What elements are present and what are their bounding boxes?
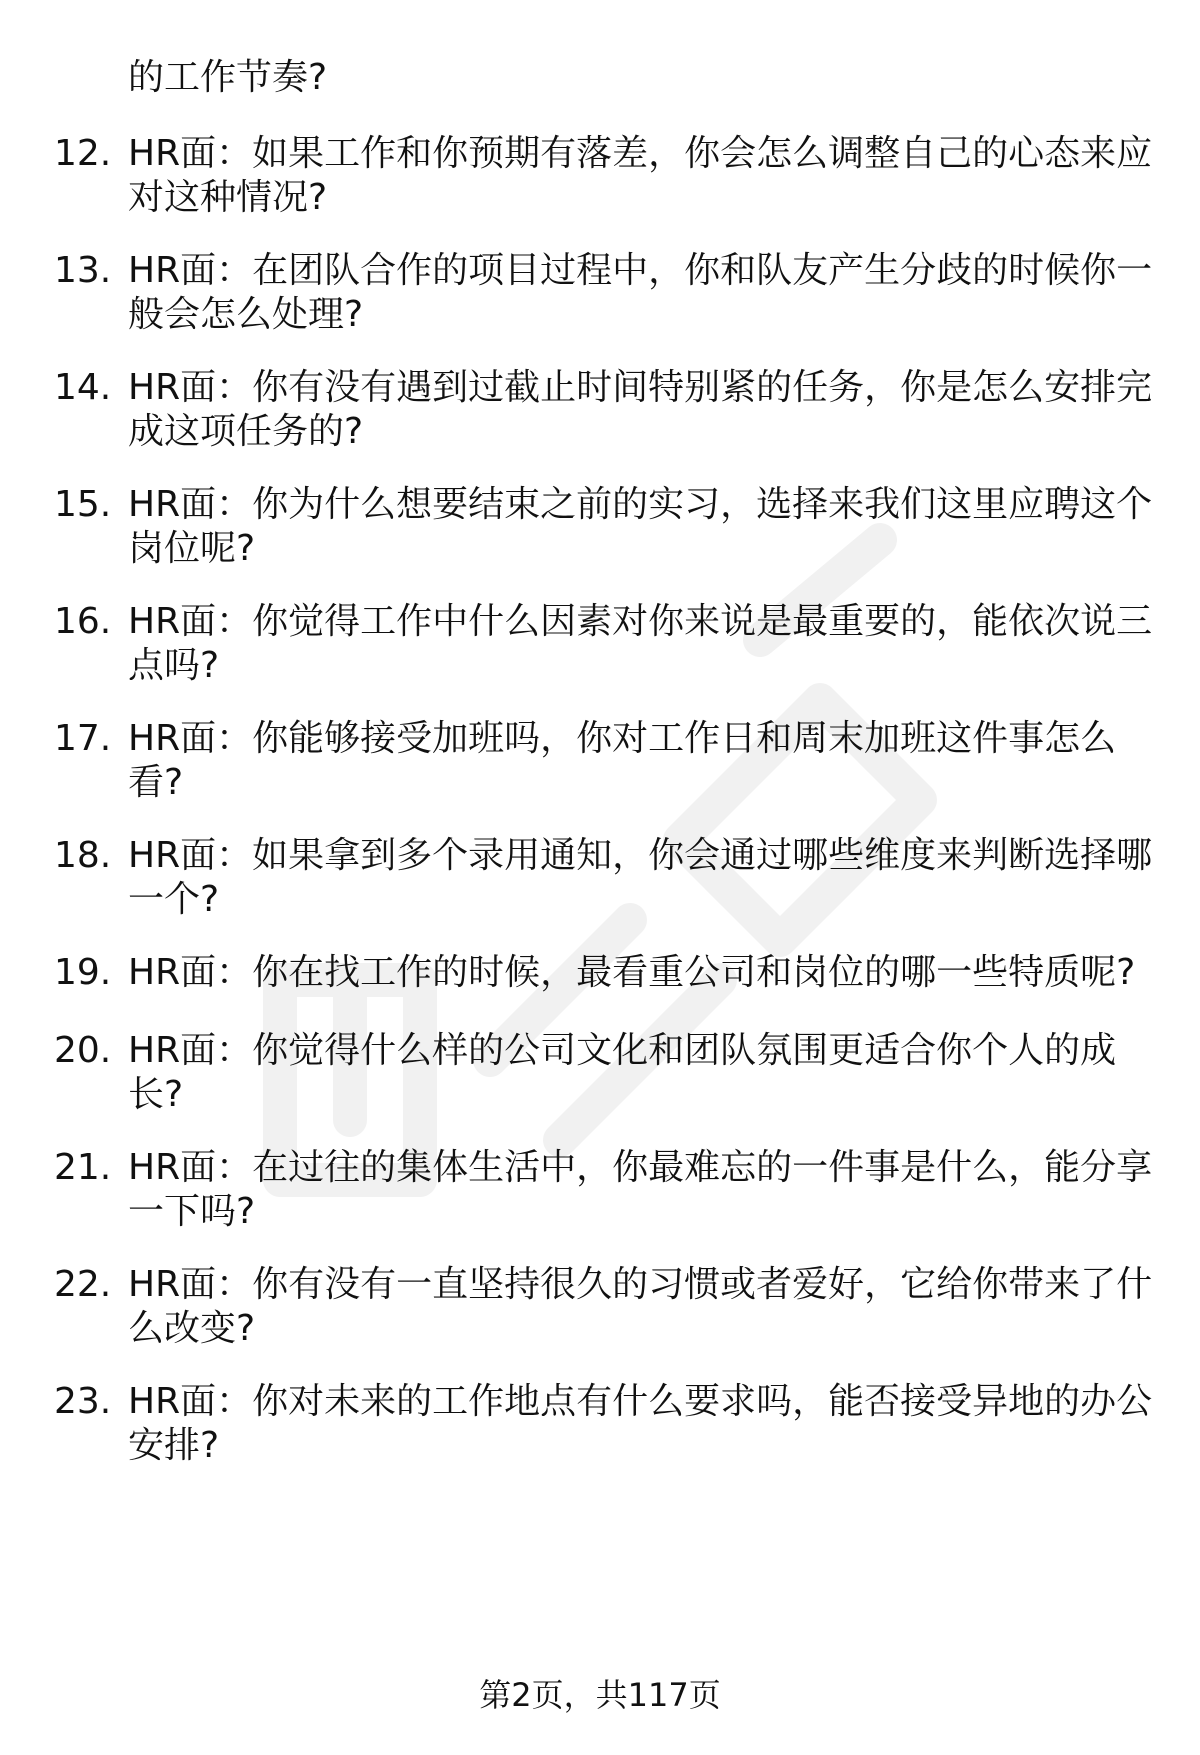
item-text-line: HR面：你有没有一直坚持很久的习惯或者爱好，它给你带来了什	[128, 1264, 1153, 1305]
item-text-line: HR面：你对未来的工作地点有什么要求吗，能否接受异地的办公	[128, 1381, 1153, 1422]
item-text-line: HR面：如果工作和你预期有落差，你会怎么调整自己的心态来应	[128, 133, 1153, 174]
item-text-line: 一下吗?	[128, 1191, 256, 1232]
item-text-line: HR面：如果拿到多个录用通知，你会通过哪些维度来判断选择哪	[128, 835, 1153, 876]
item-text-line: 看?	[128, 762, 184, 803]
item-text-line: 成这项任务的?	[128, 411, 364, 452]
item-number: 14.	[54, 367, 112, 408]
item-number: 13.	[54, 250, 112, 291]
item-number: 16.	[54, 601, 112, 642]
item-text-line: HR面：在团队合作的项目过程中，你和队友产生分歧的时候你一	[128, 250, 1153, 291]
item-text-line: HR面：你觉得什么样的公司文化和团队氛围更适合你个人的成	[128, 1030, 1117, 1071]
item-text-line: 安排?	[128, 1425, 220, 1466]
item-text-line: HR面：你有没有遇到过截止时间特别紧的任务，你是怎么安排完	[128, 367, 1153, 408]
item-text-line: 般会怎么处理?	[128, 294, 364, 335]
item-number: 20.	[54, 1030, 112, 1071]
item-text-line: HR面：你为什么想要结束之前的实习，选择来我们这里应聘这个	[128, 484, 1153, 525]
item-text-line: 岗位呢?	[128, 528, 256, 569]
item-number: 18.	[54, 835, 112, 876]
item-number: 23.	[54, 1381, 112, 1422]
page-footer: 第2页，共117页	[479, 1676, 721, 1714]
item-text-line: HR面：你能够接受加班吗，你对工作日和周末加班这件事怎么	[128, 718, 1117, 759]
item-text-line: 么改变?	[128, 1308, 256, 1349]
item-text-line: HR面：你在找工作的时候，最看重公司和岗位的哪一些特质呢?	[128, 952, 1136, 993]
item-text-line: 点吗?	[128, 645, 220, 686]
item-number: 17.	[54, 718, 112, 759]
item-text-line: 一个?	[128, 879, 220, 920]
item-number: 12.	[54, 133, 112, 174]
item-number: 15.	[54, 484, 112, 525]
item-number: 22.	[54, 1264, 112, 1305]
item-text-line: 长?	[128, 1074, 184, 1115]
item-number: 21.	[54, 1147, 112, 1188]
item-text-line: HR面：你觉得工作中什么因素对你来说是最重要的，能依次说三	[128, 601, 1153, 642]
item-text-line: HR面：在过往的集体生活中，你最难忘的一件事是什么，能分享	[128, 1147, 1153, 1188]
item-text-line: 对这种情况?	[128, 177, 328, 218]
continued-line: 的工作节奏?	[128, 57, 328, 98]
item-number: 19.	[54, 952, 112, 993]
